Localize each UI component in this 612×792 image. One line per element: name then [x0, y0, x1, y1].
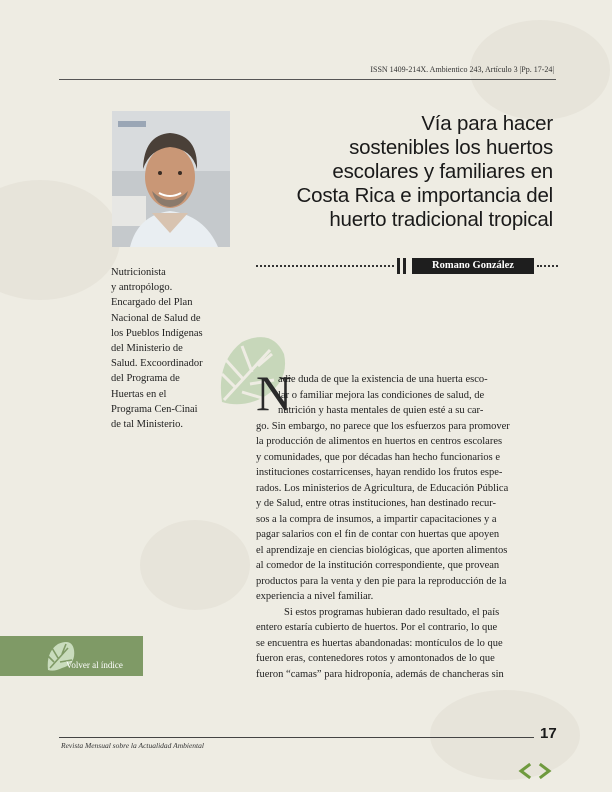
bio-line: Nutricionista [111, 267, 166, 278]
back-to-index-label: Volver al índice [66, 660, 123, 670]
issn-line: ISSN 1409-214X. Ambientico 243, Artículo 3 |Pp. 17-24| [370, 65, 554, 74]
bio-line: y antropólogo. [111, 282, 173, 294]
text-line: y comunidades, que por décadas han hecho funcionarios e [256, 451, 501, 463]
dotted-rule [256, 265, 394, 267]
author-bars [397, 258, 407, 274]
bio-line: de tal Ministerio. [111, 419, 184, 431]
text-line: fueron “camas” para hidroponía, además de chancheras sin [256, 668, 504, 680]
text-line: adie duda de que la existencia de una huerta esco- [278, 374, 488, 385]
bio-line: del Programa de [111, 373, 180, 385]
text-line: lar o familiar mejora las condiciones de salud, de [278, 389, 485, 401]
article-body [256, 372, 556, 682]
text-line: productos para la venta y den pie para la reproducción de la [256, 575, 507, 587]
author-photo [112, 111, 230, 247]
text-line: la producción de alimentos en huertos en centros escolares [256, 436, 503, 447]
bio-line: del Ministerio de [111, 343, 183, 355]
article-title [233, 112, 553, 232]
bio-line: Programa Cen-Cinai [111, 403, 198, 415]
background-texture [0, 180, 120, 300]
dotted-rule [537, 265, 558, 267]
text-line: el aprendizaje en ciencias biológicas, que aporten alimentos [256, 544, 508, 556]
title-line: Vía para hacer [421, 112, 553, 135]
text-line: nutrición y hasta mentales de quien esté a su car- [278, 405, 484, 416]
text-line: se encuentra es huertas abandonadas: montículos de lo que [256, 637, 503, 649]
bio-line: Encargado del Plan [111, 297, 193, 309]
text-line: y de Salud, entre otras instituciones, han destinado recur- [256, 498, 497, 509]
text-line: go. Sin embargo, no parece que los esfuerzos para promover [256, 420, 510, 432]
bio-line: Salud. Excoordinador [111, 358, 203, 370]
text-line: instituciones costarricenses, hayan rendido los frutos espe- [256, 467, 503, 478]
prev-arrow-icon[interactable] [516, 762, 534, 780]
drop-cap: N [256, 365, 293, 421]
text-line: al comedor de la institución correspondiente, que provean [256, 560, 500, 571]
text-line: entero estaría cubierto de huertos. Por el contrario, lo que [256, 622, 498, 633]
author-row [256, 258, 558, 274]
background-texture [140, 520, 250, 610]
back-to-index-button[interactable] [0, 636, 143, 676]
text-line: sos a la compra de insumos, a impartir capacitaciones y a [256, 513, 497, 525]
text-line: rados. Los ministerios de Agricultura, de Educación Pública [256, 482, 509, 494]
text-line: fueron eras, contenedores rotos y amontonados de lo que [256, 653, 495, 664]
header-divider [59, 79, 556, 80]
journal-name: Revista Mensual sobre la Actualidad Ambiental [61, 741, 204, 750]
bio-line: los Pueblos Indígenas [111, 327, 203, 339]
next-arrow-icon[interactable] [536, 762, 554, 780]
title-line: huerto tradicional tropical [329, 208, 553, 231]
title-line: Costa Rica e importancia del [296, 184, 553, 207]
bio-line: Nacional de Salud de [111, 312, 201, 324]
title-line: sostenibles los huertos [349, 136, 553, 159]
text-line: pagar salarios con el fin de contar con huertas que apoyen [256, 529, 500, 540]
background-texture [430, 690, 580, 780]
author-name: Romano González [412, 258, 534, 274]
text-line: experiencia a nivel familiar. [256, 591, 374, 602]
title-line: escolares y familiares en [332, 160, 553, 183]
page-number: 17 [540, 725, 557, 742]
footer-divider [59, 737, 534, 738]
text-line: Si estos programas hubieran dado resultado, el país [284, 606, 500, 618]
bio-line: Huertas en el [111, 388, 167, 400]
